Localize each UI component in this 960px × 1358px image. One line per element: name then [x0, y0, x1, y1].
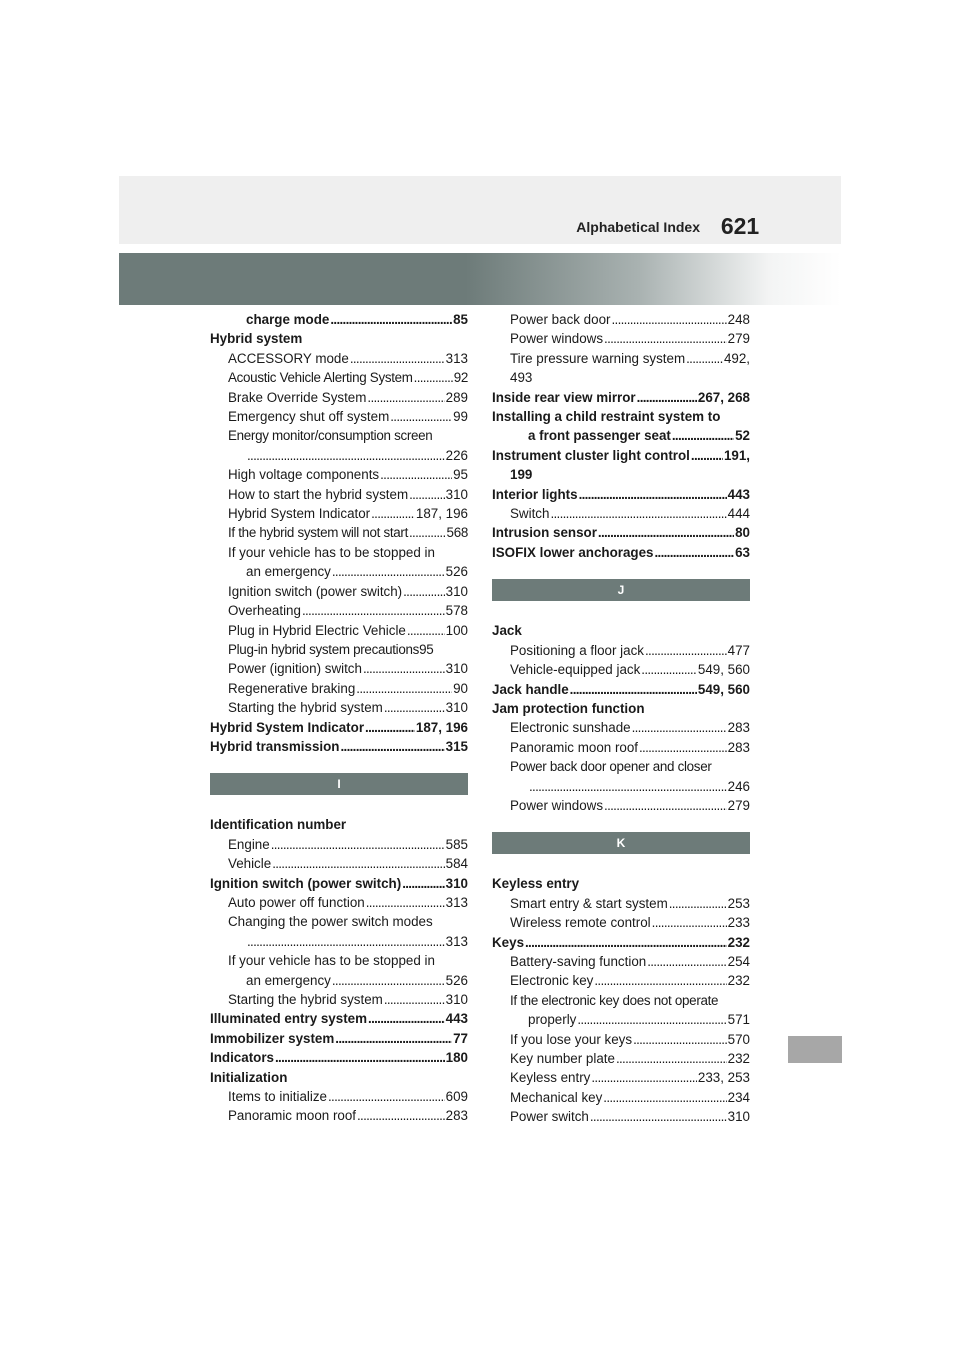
entry-term: Emergency shut off system	[228, 409, 390, 425]
entry-page-ref[interactable]: 549, 560	[697, 662, 750, 678]
entry-term: Power windows	[510, 331, 604, 347]
index-subentry[interactable]	[210, 951, 468, 970]
dot-leader	[652, 913, 727, 932]
index-subentry[interactable]	[210, 465, 468, 484]
index-entry[interactable]	[492, 485, 750, 504]
chapter-thumb-tab[interactable]	[788, 1036, 842, 1063]
index-entry[interactable]	[492, 388, 750, 407]
entry-term: Power (ignition) switch	[228, 661, 362, 677]
entry-term: Keys	[492, 934, 525, 950]
dot-leader	[616, 1049, 727, 1068]
entry-term: Wireless remote control	[510, 915, 651, 931]
dot-leader	[570, 680, 697, 699]
entry-term: Panoramic moon roof	[228, 1108, 357, 1124]
entry-page-ref[interactable]: 310	[445, 486, 468, 502]
index-subentry[interactable]	[210, 426, 468, 445]
entry-page-ref[interactable]: 283	[727, 720, 750, 736]
entry-page-ref[interactable]: 279	[727, 331, 750, 347]
dot-leader	[637, 388, 697, 407]
entry-term: Key number plate	[510, 1051, 615, 1066]
entry-page-ref[interactable]: 585	[445, 836, 468, 852]
entry-page-ref[interactable]: 549, 560	[697, 681, 750, 697]
entry-page-ref[interactable]: 80	[735, 525, 750, 541]
entry-page-ref[interactable]: 310	[445, 583, 468, 599]
index-subentry[interactable]	[210, 446, 468, 465]
dot-leader	[384, 990, 445, 1009]
entry-term: Keyless entry	[492, 876, 580, 892]
entry-page-ref[interactable]: 283	[445, 1108, 468, 1124]
index-subentry[interactable]	[210, 1106, 468, 1125]
entry-page-ref[interactable]: 248	[727, 312, 750, 327]
index-entry[interactable]	[492, 446, 750, 465]
entry-term: Vehicle-equipped jack	[510, 662, 641, 678]
entry-page-ref[interactable]: 477	[727, 642, 750, 658]
index-subentry[interactable]	[210, 854, 468, 873]
index-subentry[interactable]	[210, 388, 468, 407]
entry-page-ref[interactable]: 187, 196	[415, 506, 468, 522]
entry-page-ref[interactable]: 526	[445, 564, 468, 580]
dot-leader	[409, 523, 446, 542]
entry-page-ref[interactable]: 233, 253	[697, 1070, 750, 1086]
entry-term: Plug-in hybrid system precautions	[228, 641, 420, 657]
entry-page-ref[interactable]: 289	[445, 389, 468, 405]
index-entry[interactable]	[492, 407, 750, 426]
index-subentry[interactable]	[210, 543, 468, 562]
entry-term: Illuminated entry system	[210, 1011, 368, 1027]
entry-term: Vehicle	[228, 856, 272, 872]
index-entry[interactable]	[210, 329, 468, 348]
dot-leader	[367, 388, 444, 407]
index-subentry[interactable]	[492, 971, 750, 990]
index-entry[interactable]	[210, 1068, 468, 1087]
entry-page-ref[interactable]: 232	[727, 973, 750, 989]
entry-page-ref[interactable]: 279	[727, 797, 750, 813]
index-subentry[interactable]	[492, 1088, 750, 1107]
entry-term: Hybrid System Indicator	[228, 506, 371, 522]
index-subentry[interactable]	[210, 679, 468, 698]
entry-term: Jam protection function	[492, 700, 645, 716]
dot-leader	[350, 349, 445, 368]
entry-page-ref[interactable]: 568	[446, 525, 468, 541]
dot-leader	[550, 504, 726, 523]
index-subentry[interactable]	[492, 952, 750, 971]
entry-term: Power back door opener and closer	[510, 759, 712, 775]
entry-term: Power windows	[510, 797, 604, 813]
index-subentry[interactable]	[492, 465, 750, 484]
entry-term: Ignition switch (power switch)	[210, 875, 402, 891]
index-entry[interactable]	[492, 621, 750, 640]
dot-leader	[594, 971, 726, 990]
entry-page-ref[interactable]: 584	[445, 856, 468, 872]
entry-page-ref[interactable]: 187, 196	[415, 719, 468, 735]
index-subentry[interactable]	[492, 718, 750, 737]
dot-leader	[529, 777, 727, 796]
index-entry[interactable]	[492, 543, 750, 562]
entry-page-ref[interactable]: 232	[727, 1051, 750, 1066]
dot-leader	[247, 932, 445, 951]
index-subentry[interactable]	[210, 990, 468, 1009]
entry-term: Switch	[510, 506, 550, 522]
entry-page-ref[interactable]: 52	[735, 428, 750, 444]
entry-term: Immobilizer system	[210, 1030, 335, 1046]
dot-leader	[357, 1106, 445, 1125]
entry-page-ref[interactable]: 254	[727, 953, 750, 969]
dot-leader	[332, 562, 445, 581]
index-subentry[interactable]	[492, 796, 750, 815]
index-subentry[interactable]	[492, 641, 750, 660]
index-subentry[interactable]	[210, 893, 468, 912]
entry-term: If you lose your keys	[510, 1031, 633, 1047]
entry-term: Power switch	[510, 1109, 589, 1125]
dot-leader	[669, 894, 727, 913]
entry-page-ref[interactable]: 180	[445, 1050, 468, 1066]
entry-page-ref[interactable]: 85	[453, 312, 468, 327]
index-subentry[interactable]	[492, 1068, 750, 1087]
entry-term: Engine	[228, 836, 270, 852]
entry-page-ref[interactable]: 77	[453, 1030, 468, 1046]
entry-term: Hybrid System Indicator	[210, 719, 365, 735]
entry-term: Smart entry & start system	[510, 895, 668, 911]
dot-leader	[409, 485, 445, 504]
entry-page-ref[interactable]: 232	[727, 934, 750, 950]
entry-page-ref[interactable]: 92	[453, 370, 468, 386]
index-subentry[interactable]	[492, 777, 750, 796]
dot-leader	[672, 426, 734, 445]
entry-term: Keyless entry	[510, 1070, 591, 1086]
entry-page-ref[interactable]: 234	[727, 1089, 750, 1105]
index-subentry[interactable]	[210, 640, 468, 659]
entry-term: Inside rear view mirror	[492, 389, 636, 405]
index-subentry[interactable]	[492, 913, 750, 932]
index-subentry[interactable]	[210, 523, 468, 542]
dot-leader	[365, 718, 415, 737]
dot-leader	[579, 485, 727, 504]
entry-term: Hybrid transmission	[210, 738, 340, 754]
dot-leader	[604, 796, 727, 815]
index-subentry[interactable]	[492, 757, 750, 776]
dot-leader	[604, 329, 727, 348]
entry-page-ref[interactable]: 100	[445, 622, 468, 638]
entry-term: Electronic sunshade	[510, 720, 631, 736]
entry-page-ref[interactable]: 99	[453, 409, 468, 425]
dot-leader	[414, 368, 453, 387]
entry-term: Tire pressure warning system	[510, 350, 686, 366]
entry-term: Changing the power switch modes	[228, 914, 433, 930]
index-entry[interactable]	[210, 737, 468, 756]
index-subentry[interactable]	[492, 368, 750, 387]
entry-page-ref[interactable]: 246	[727, 778, 750, 794]
index-subentry[interactable]	[492, 1107, 750, 1126]
index-entry[interactable]	[210, 874, 468, 893]
entry-term: charge mode	[246, 312, 330, 327]
index-subentry[interactable]	[210, 621, 468, 640]
section-title: Alphabetical Index	[576, 219, 700, 235]
index-subentry[interactable]	[210, 504, 468, 523]
dot-leader	[332, 971, 445, 990]
index-subentry[interactable]	[492, 426, 750, 445]
index-subentry[interactable]	[492, 310, 750, 329]
entry-page-ref[interactable]: 191,	[723, 447, 750, 463]
entry-term: Items to initialize	[228, 1089, 327, 1105]
index-entry[interactable]	[210, 815, 468, 834]
index-subentry[interactable]	[210, 1087, 468, 1106]
dot-leader	[272, 854, 444, 873]
entry-term: Panoramic moon roof	[510, 739, 639, 755]
entry-page-ref[interactable]: 310	[445, 661, 468, 677]
dot-leader	[577, 1010, 726, 1029]
entry-page-ref[interactable]: 443	[727, 486, 750, 502]
index-entry[interactable]	[492, 680, 750, 699]
index-entry[interactable]	[492, 933, 750, 952]
entry-term: Installing a child restraint system to	[492, 409, 721, 425]
dot-leader	[390, 407, 452, 426]
entry-page-ref[interactable]: 310	[445, 992, 468, 1007]
entry-term: Jack	[492, 623, 522, 639]
dot-leader	[403, 582, 445, 601]
entry-term: a front passenger seat	[528, 428, 671, 444]
entry-term: Plug in Hybrid Electric Vehicle	[228, 622, 406, 638]
dot-leader	[302, 601, 445, 620]
index-entry[interactable]	[210, 718, 468, 737]
entry-page-ref[interactable]: 571	[727, 1012, 750, 1028]
index-letter-heading: I	[210, 773, 468, 795]
dot-leader	[330, 310, 452, 329]
dot-leader	[335, 1029, 452, 1048]
index-subentry[interactable]	[492, 1010, 750, 1029]
index-subentry[interactable]	[210, 582, 468, 601]
entry-term: 199	[510, 467, 533, 483]
entry-page-ref[interactable]: 63	[735, 544, 750, 560]
entry-term: Brake Override System	[228, 389, 367, 405]
entry-term: If the electronic key does not operate	[510, 992, 719, 1008]
entry-page-ref[interactable]: 233	[727, 915, 750, 931]
dot-leader	[247, 446, 445, 465]
index-column-right	[492, 310, 750, 1127]
index-subentry[interactable]	[492, 894, 750, 913]
entry-term: Hybrid system	[210, 331, 303, 347]
entry-term: ACCESSORY mode	[228, 350, 349, 366]
entry-term: If your vehicle has to be stopped in	[228, 544, 435, 560]
index-subentry[interactable]	[210, 932, 468, 951]
entry-page-ref[interactable]: 443	[445, 1011, 468, 1027]
entry-term: Ignition switch (power switch)	[228, 583, 403, 599]
entry-page-ref[interactable]: 310	[727, 1109, 750, 1125]
entry-page-ref[interactable]: 310	[445, 700, 468, 716]
entry-term: Energy monitor/consumption screen	[228, 428, 433, 444]
index-letter-heading: K	[492, 832, 750, 854]
dot-leader	[525, 933, 727, 952]
entry-term: Overheating	[228, 603, 301, 619]
entry-term: Mechanical key	[510, 1089, 603, 1105]
index-column-left	[210, 310, 468, 1126]
entry-page-ref[interactable]: 526	[445, 972, 468, 988]
dot-leader	[402, 874, 444, 893]
entry-page-ref[interactable]: 95	[453, 467, 468, 483]
index-entry[interactable]	[492, 523, 750, 542]
entry-term: Starting the hybrid system	[228, 992, 383, 1007]
entry-term: High voltage components	[228, 467, 380, 483]
index-subentry[interactable]	[210, 698, 468, 717]
entry-page-ref[interactable]: 283	[727, 739, 750, 755]
dot-leader	[407, 621, 445, 640]
entry-page-ref[interactable]: 226	[445, 447, 468, 463]
dot-leader	[590, 1107, 727, 1126]
entry-term: Indicators	[210, 1050, 274, 1066]
index-subentry[interactable]	[210, 835, 468, 854]
entry-term: ISOFIX lower anchorages	[492, 544, 654, 560]
entry-page-ref[interactable]: 90	[453, 680, 468, 696]
index-letter-heading: J	[492, 579, 750, 601]
index-subentry[interactable]	[492, 1030, 750, 1049]
entry-term: an emergency	[246, 972, 331, 988]
entry-term: Electronic key	[510, 973, 594, 989]
index-subentry[interactable]	[492, 504, 750, 523]
index-subentry[interactable]	[210, 310, 468, 329]
dot-leader	[380, 465, 452, 484]
index-subentry[interactable]	[210, 349, 468, 368]
entry-page-ref[interactable]: 570	[727, 1031, 750, 1047]
entry-term: properly	[528, 1012, 577, 1028]
index-subentry[interactable]	[210, 368, 468, 387]
dot-leader	[639, 738, 727, 757]
dot-leader	[384, 698, 445, 717]
dot-leader	[686, 349, 723, 368]
dot-leader	[275, 1048, 445, 1067]
entry-page-ref[interactable]: 492,	[723, 350, 750, 366]
dot-leader	[633, 1030, 727, 1049]
dot-leader	[645, 641, 727, 660]
dot-leader	[368, 1009, 445, 1028]
entry-term: Acoustic Vehicle Alerting System	[228, 370, 413, 386]
dot-leader	[691, 446, 723, 465]
index-subentry[interactable]	[492, 1049, 750, 1068]
index-entry[interactable]	[210, 1048, 468, 1067]
index-entry[interactable]	[210, 1029, 468, 1048]
entry-term: Starting the hybrid system	[228, 700, 383, 716]
entry-page-ref[interactable]: 313	[445, 350, 468, 366]
dot-leader	[641, 660, 697, 679]
index-subentry[interactable]	[210, 601, 468, 620]
index-subentry[interactable]	[210, 485, 468, 504]
dot-leader	[328, 1087, 445, 1106]
dot-leader	[271, 835, 445, 854]
dot-leader	[654, 543, 734, 562]
entry-term: Intrusion sensor	[492, 525, 597, 541]
header-gradient-bar	[119, 253, 841, 305]
entry-page-ref[interactable]: 313	[445, 933, 468, 949]
entry-page-ref[interactable]: 267, 268	[697, 389, 750, 405]
index-entry[interactable]	[210, 1009, 468, 1028]
index-subentry[interactable]	[210, 659, 468, 678]
dot-leader	[632, 718, 727, 737]
index-subentry[interactable]	[492, 660, 750, 679]
index-subentry[interactable]	[492, 738, 750, 757]
entry-term: Identification number	[210, 817, 347, 833]
entry-term: Positioning a floor jack	[510, 642, 644, 658]
dot-leader	[598, 523, 734, 542]
dot-leader	[366, 893, 445, 912]
dot-leader	[340, 737, 444, 756]
entry-page-ref[interactable]: 310	[445, 875, 468, 891]
index-subentry[interactable]	[492, 349, 750, 368]
entry-page-ref[interactable]: 609	[445, 1089, 468, 1105]
entry-term: Jack handle	[492, 681, 569, 697]
index-subentry[interactable]	[210, 562, 468, 581]
entry-term: an emergency	[246, 564, 331, 580]
entry-term: Initialization	[210, 1069, 288, 1085]
entry-term: Power back door	[510, 312, 611, 327]
index-subentry[interactable]	[210, 407, 468, 426]
entry-term: Auto power off function	[228, 894, 365, 910]
entry-term: Interior lights	[492, 486, 578, 502]
dot-leader	[647, 952, 726, 971]
entry-term: Regenerative braking	[228, 680, 356, 696]
entry-page-ref[interactable]: 578	[445, 603, 468, 619]
entry-term: 493	[510, 370, 533, 386]
dot-leader	[363, 659, 445, 678]
index-subentry[interactable]	[210, 912, 468, 931]
dot-leader	[603, 1088, 726, 1107]
entry-page-ref[interactable]: 444	[727, 506, 750, 522]
dot-leader	[611, 310, 726, 329]
entry-term: If your vehicle has to be stopped in	[228, 953, 435, 969]
entry-term: Battery-saving function	[510, 953, 647, 969]
index-entry[interactable]	[492, 699, 750, 718]
dot-leader	[356, 679, 452, 698]
entry-term: If the hybrid system will not start	[228, 525, 409, 541]
dot-leader	[591, 1068, 696, 1087]
index-entry[interactable]	[492, 874, 750, 893]
index-subentry[interactable]	[492, 991, 750, 1010]
entry-page-ref[interactable]: 95	[419, 641, 434, 657]
entry-page-ref[interactable]: 253	[727, 895, 750, 911]
index-subentry[interactable]	[492, 329, 750, 348]
entry-page-ref[interactable]: 315	[445, 738, 468, 754]
page-number: 621	[720, 213, 760, 239]
entry-term: How to start the hybrid system	[228, 486, 409, 502]
entry-term: Instrument cluster light control	[492, 447, 690, 463]
entry-page-ref[interactable]: 313	[445, 894, 468, 910]
dot-leader	[371, 504, 415, 523]
index-subentry[interactable]	[210, 971, 468, 990]
